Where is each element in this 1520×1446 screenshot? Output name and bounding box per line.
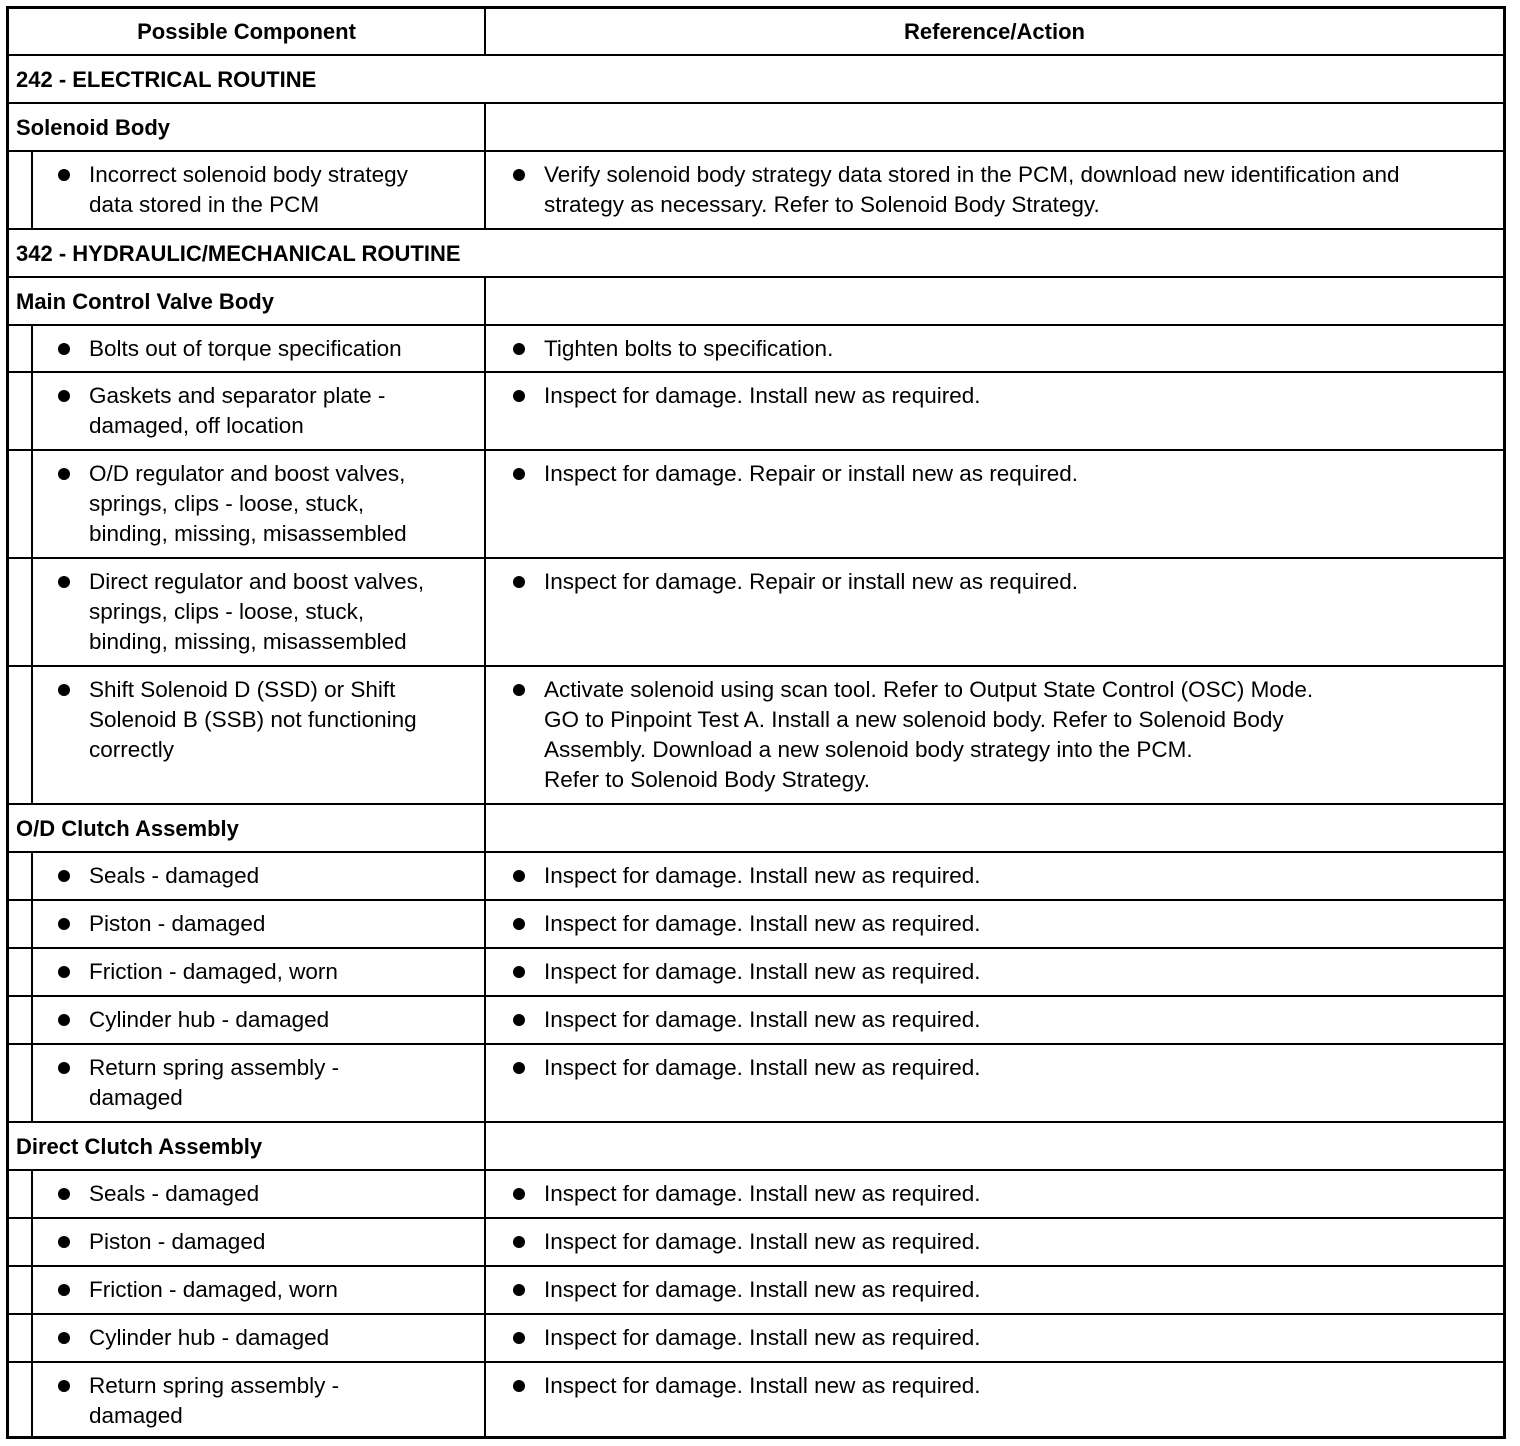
column-divider bbox=[484, 1123, 486, 1169]
text-line: Verify solenoid body strategy data stored in the PCM, download new identification and bbox=[544, 162, 1400, 187]
text-line: Inspect for damage. Install new as required. bbox=[544, 1277, 981, 1302]
table-row bbox=[9, 324, 1503, 371]
text-line: Assembly. Download a new solenoid body strategy into the PCM. bbox=[544, 737, 1193, 762]
text-line: springs, clips - loose, stuck, bbox=[89, 599, 365, 624]
possible-component-text bbox=[89, 1275, 479, 1305]
text-line: Bolts out of torque specification bbox=[89, 336, 402, 361]
possible-component-text bbox=[89, 1227, 479, 1257]
group-title: Main Control Valve Body bbox=[16, 289, 274, 314]
diagnostic-table bbox=[6, 6, 1506, 1439]
reference-action-text bbox=[544, 160, 1504, 220]
text-line: correctly bbox=[89, 737, 175, 762]
text-line: Cylinder hub - damaged bbox=[89, 1325, 330, 1350]
possible-component-text bbox=[89, 1323, 479, 1353]
group-row bbox=[9, 803, 1503, 851]
table-row bbox=[9, 1217, 1503, 1265]
text-line: Inspect for damage. Install new as required. bbox=[544, 1229, 981, 1254]
text-line: Inspect for damage. Install new as required. bbox=[544, 1373, 981, 1398]
table-row bbox=[9, 557, 1503, 665]
text-line: Return spring assembly - bbox=[89, 1055, 340, 1080]
text-line: Cylinder hub - damaged bbox=[89, 1007, 330, 1032]
bullet-icon bbox=[513, 1236, 525, 1248]
column-divider bbox=[484, 853, 486, 899]
text-line: Inspect for damage. Install new as required. bbox=[544, 863, 981, 888]
table-row bbox=[9, 1169, 1503, 1217]
indent-divider bbox=[31, 667, 33, 803]
bullet-icon bbox=[58, 1284, 70, 1296]
table-row bbox=[9, 1361, 1503, 1437]
bullet-icon bbox=[513, 390, 525, 402]
group-title: Direct Clutch Assembly bbox=[16, 1134, 263, 1159]
text-line: O/D regulator and boost valves, bbox=[89, 461, 406, 486]
possible-component-text bbox=[89, 381, 479, 441]
table-row bbox=[9, 851, 1503, 899]
text-line: Inspect for damage. Install new as required. bbox=[544, 383, 981, 408]
indent-divider bbox=[31, 1363, 33, 1437]
reference-action-text bbox=[544, 957, 1504, 987]
text-line: Inspect for damage. Install new as required. bbox=[544, 911, 981, 936]
table-row bbox=[9, 371, 1503, 449]
column-divider bbox=[484, 104, 486, 150]
indent-divider bbox=[31, 451, 33, 557]
bullet-icon bbox=[58, 169, 70, 181]
bullet-icon bbox=[58, 576, 70, 588]
text-line: data stored in the PCM bbox=[89, 192, 320, 217]
column-divider bbox=[484, 949, 486, 995]
indent-divider bbox=[31, 152, 33, 228]
column-divider bbox=[484, 805, 486, 851]
column-divider bbox=[484, 559, 486, 665]
reference-action-text bbox=[544, 567, 1504, 597]
text-line: Return spring assembly - bbox=[89, 1373, 340, 1398]
column-divider bbox=[484, 1267, 486, 1313]
text-line: Solenoid B (SSB) not functioning bbox=[89, 707, 417, 732]
text-line: Friction - damaged, worn bbox=[89, 959, 338, 984]
indent-divider bbox=[31, 997, 33, 1043]
text-line: Inspect for damage. Repair or install new as required. bbox=[544, 569, 1079, 594]
table-row bbox=[9, 449, 1503, 557]
text-line: Inspect for damage. Install new as required. bbox=[544, 959, 981, 984]
text-line: Piston - damaged bbox=[89, 1229, 266, 1254]
indent-divider bbox=[31, 949, 33, 995]
text-line: Inspect for damage. Install new as required. bbox=[544, 1325, 981, 1350]
group-row bbox=[9, 102, 1503, 150]
reference-action-text bbox=[544, 1275, 1504, 1305]
bullet-icon bbox=[58, 1014, 70, 1026]
text-line: damaged bbox=[89, 1403, 183, 1428]
column-divider bbox=[484, 1315, 486, 1361]
indent-divider bbox=[31, 901, 33, 947]
possible-component-text bbox=[89, 1371, 479, 1431]
bullet-icon bbox=[58, 1188, 70, 1200]
indent-divider bbox=[31, 853, 33, 899]
text-line: Tighten bolts to specification. bbox=[544, 336, 834, 361]
reference-action-text bbox=[544, 1227, 1504, 1257]
bullet-icon bbox=[513, 1188, 525, 1200]
section-row bbox=[9, 228, 1503, 276]
reference-action-text bbox=[544, 334, 1504, 364]
table-row bbox=[9, 995, 1503, 1043]
text-line: Direct regulator and boost valves, bbox=[89, 569, 425, 594]
bullet-icon bbox=[58, 1236, 70, 1248]
bullet-icon bbox=[58, 390, 70, 402]
possible-component-text bbox=[89, 334, 479, 364]
indent-divider bbox=[31, 373, 33, 449]
column-divider bbox=[484, 1045, 486, 1121]
reference-action-text bbox=[544, 1005, 1504, 1035]
possible-component-text bbox=[89, 861, 479, 891]
text-line: Inspect for damage. Install new as required. bbox=[544, 1007, 981, 1032]
indent-divider bbox=[31, 1315, 33, 1361]
text-line: Activate solenoid using scan tool. Refer to Output State Control (OSC) Mode. bbox=[544, 677, 1314, 702]
group-row bbox=[9, 1121, 1503, 1169]
table-row bbox=[9, 1265, 1503, 1313]
text-line: Inspect for damage. Install new as required. bbox=[544, 1181, 981, 1206]
bullet-icon bbox=[58, 1062, 70, 1074]
table-row bbox=[9, 1043, 1503, 1121]
possible-component-text bbox=[89, 459, 479, 549]
reference-action-text bbox=[544, 675, 1504, 795]
bullet-icon bbox=[513, 918, 525, 930]
column-divider bbox=[484, 997, 486, 1043]
column-divider bbox=[484, 326, 486, 371]
text-line: Gaskets and separator plate - bbox=[89, 383, 386, 408]
bullet-icon bbox=[513, 684, 525, 696]
reference-action-text bbox=[544, 861, 1504, 891]
text-line: GO to Pinpoint Test A. Install a new solenoid body. Refer to Solenoid Body bbox=[544, 707, 1284, 732]
bullet-icon bbox=[513, 1062, 525, 1074]
possible-component-text bbox=[89, 909, 479, 939]
table-row bbox=[9, 899, 1503, 947]
text-line: binding, missing, misassembled bbox=[89, 629, 407, 654]
bullet-icon bbox=[58, 343, 70, 355]
column-divider bbox=[484, 152, 486, 228]
bullet-icon bbox=[58, 1380, 70, 1392]
possible-component-text bbox=[89, 1053, 479, 1113]
column-divider bbox=[484, 451, 486, 557]
bullet-icon bbox=[513, 576, 525, 588]
bullet-icon bbox=[513, 1332, 525, 1344]
reference-action-text bbox=[544, 1371, 1504, 1401]
bullet-icon bbox=[513, 966, 525, 978]
reference-action-text bbox=[544, 1323, 1504, 1353]
text-line: Refer to Solenoid Body Strategy. bbox=[544, 767, 871, 792]
bullet-icon bbox=[58, 684, 70, 696]
section-title: 342 - HYDRAULIC/MECHANICAL ROUTINE bbox=[16, 241, 461, 266]
table-row bbox=[9, 665, 1503, 803]
group-row bbox=[9, 276, 1503, 324]
column-divider bbox=[484, 373, 486, 449]
bullet-icon bbox=[58, 1332, 70, 1344]
text-line: Friction - damaged, worn bbox=[89, 1277, 338, 1302]
bullet-icon bbox=[513, 468, 525, 480]
bullet-icon bbox=[58, 918, 70, 930]
reference-action-text bbox=[544, 381, 1504, 411]
column-divider bbox=[484, 278, 486, 324]
column-header-reference-action: Reference/Action bbox=[904, 19, 1085, 44]
column-divider bbox=[484, 901, 486, 947]
text-line: damaged, off location bbox=[89, 413, 304, 438]
indent-divider bbox=[31, 1219, 33, 1265]
group-title: O/D Clutch Assembly bbox=[16, 816, 239, 841]
column-header-possible-component: Possible Component bbox=[137, 19, 356, 44]
possible-component-text bbox=[89, 160, 479, 220]
table-row bbox=[9, 947, 1503, 995]
reference-action-text bbox=[544, 459, 1504, 489]
indent-divider bbox=[31, 1045, 33, 1121]
section-row bbox=[9, 54, 1503, 102]
bullet-icon bbox=[58, 468, 70, 480]
possible-component-text bbox=[89, 675, 479, 765]
column-divider bbox=[484, 1171, 486, 1217]
text-line: strategy as necessary. Refer to Solenoid Body Strategy. bbox=[544, 192, 1100, 217]
table-row bbox=[9, 1313, 1503, 1361]
reference-action-text bbox=[544, 1179, 1504, 1209]
possible-component-text bbox=[89, 1179, 479, 1209]
bullet-icon bbox=[58, 966, 70, 978]
table-header-row bbox=[9, 9, 1503, 54]
bullet-icon bbox=[58, 870, 70, 882]
bullet-icon bbox=[513, 1284, 525, 1296]
bullet-icon bbox=[513, 343, 525, 355]
reference-action-text bbox=[544, 909, 1504, 939]
indent-divider bbox=[31, 1267, 33, 1313]
indent-divider bbox=[31, 559, 33, 665]
text-line: damaged bbox=[89, 1085, 183, 1110]
section-title: 242 - ELECTRICAL ROUTINE bbox=[16, 67, 317, 92]
bullet-icon bbox=[513, 169, 525, 181]
text-line: Incorrect solenoid body strategy bbox=[89, 162, 408, 187]
text-line: Seals - damaged bbox=[89, 863, 260, 888]
reference-action-text bbox=[544, 1053, 1504, 1083]
column-divider bbox=[484, 1363, 486, 1437]
text-line: Seals - damaged bbox=[89, 1181, 260, 1206]
column-divider bbox=[484, 667, 486, 803]
text-line: Inspect for damage. Install new as required. bbox=[544, 1055, 981, 1080]
text-line: Inspect for damage. Repair or install new as required. bbox=[544, 461, 1079, 486]
table-row bbox=[9, 150, 1503, 228]
indent-divider bbox=[31, 1171, 33, 1217]
possible-component-text bbox=[89, 957, 479, 987]
group-title: Solenoid Body bbox=[16, 115, 170, 140]
text-line: Shift Solenoid D (SSD) or Shift bbox=[89, 677, 396, 702]
bullet-icon bbox=[513, 870, 525, 882]
indent-divider bbox=[31, 326, 33, 371]
text-line: springs, clips - loose, stuck, bbox=[89, 491, 365, 516]
possible-component-text bbox=[89, 1005, 479, 1035]
column-divider bbox=[484, 1219, 486, 1265]
text-line: binding, missing, misassembled bbox=[89, 521, 407, 546]
bullet-icon bbox=[513, 1380, 525, 1392]
possible-component-text bbox=[89, 567, 479, 657]
text-line: Piston - damaged bbox=[89, 911, 266, 936]
bullet-icon bbox=[513, 1014, 525, 1026]
